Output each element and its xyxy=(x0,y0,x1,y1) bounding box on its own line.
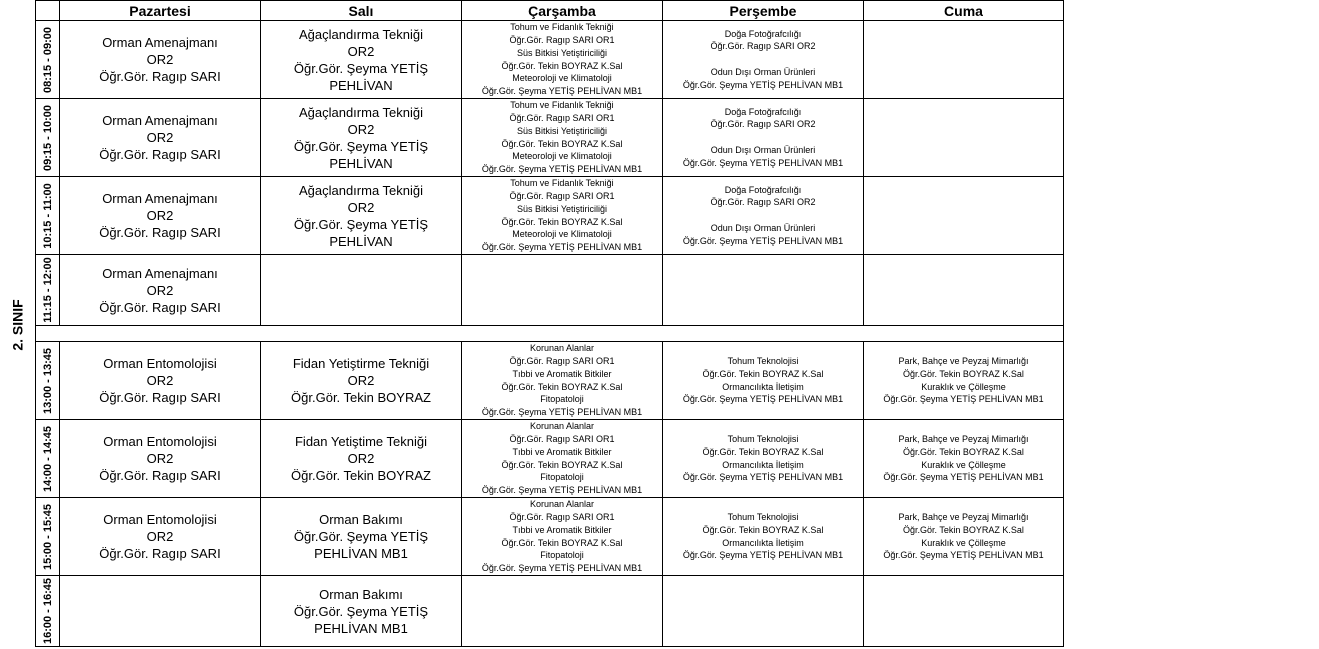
course-line: Kuraklık ve Çölleşme xyxy=(921,537,1006,548)
course-line: Öğr.Gör. Tekin BOYRAZ K.Sal xyxy=(501,537,623,548)
course-cell xyxy=(864,255,1064,326)
course-cell xyxy=(462,576,663,647)
course-line: Park, Bahçe ve Peyzaj Mimarlığı xyxy=(898,355,1029,366)
course-line: Tıbbi ve Aromatik Bitkiler xyxy=(512,368,612,379)
course-line: Öğr.Gör. Ragıp SARI xyxy=(99,69,221,84)
time-slot-row xyxy=(36,576,1064,647)
course-line: Orman Amenajmanı xyxy=(102,113,218,128)
course-line: Korunan Alanlar xyxy=(529,499,595,510)
course-line: Öğr.Gör. Ragıp SARI xyxy=(99,468,221,483)
course-line: OR2 xyxy=(347,121,375,137)
course-line: Öğr.Gör. Ragıp SARI OR2 xyxy=(710,119,816,130)
course-cell xyxy=(261,342,462,420)
course-line: Öğr.Gör. Tekin BOYRAZ xyxy=(291,468,431,483)
course-line: Öğr.Gör. Ragıp SARI OR1 xyxy=(509,355,615,366)
time-slot-label: 16:00 - 16:45 xyxy=(41,577,54,645)
course-line: Öğr.Gör. Ragıp SARI OR1 xyxy=(509,34,615,45)
course-line: Öğr.Gör. Ragıp SARI OR1 xyxy=(509,433,615,444)
course-line: Öğr.Gör. Şeyma YETİŞ PEHLİVAN MB1 xyxy=(883,472,1044,483)
course-line: Orman Amenajmanı xyxy=(102,35,218,50)
course-line: PEHLİVAN MB1 xyxy=(314,620,408,636)
time-slot-label: 08:15 - 09:00 xyxy=(41,26,54,93)
time-slot-label: 10:15 - 11:00 xyxy=(41,182,54,249)
course-line: OR2 xyxy=(146,451,174,466)
time-slot-label: 13:00 - 13:45 xyxy=(41,347,54,414)
course-cell xyxy=(261,21,462,99)
course-line: Öğr.Gör. Tekin BOYRAZ K.Sal xyxy=(903,446,1024,457)
course-line: Ormancılıkta İletişim xyxy=(722,381,804,392)
course-line: Orman Bakımı xyxy=(319,586,403,602)
course-line: Ağaçlandırma Tekniği xyxy=(298,26,424,42)
course-line: Öğr.Gör. Ragıp SARI xyxy=(99,225,221,240)
course-line: OR2 xyxy=(146,529,174,544)
course-line: Orman Bakımı xyxy=(319,512,403,527)
course-line: Orman Amenajmanı xyxy=(102,191,218,206)
course-cell xyxy=(462,21,663,99)
course-line: Korunan Alanlar xyxy=(529,343,595,354)
course-line: Öğr.Gör. Şeyma YETİŞ PEHLİVAN MB1 xyxy=(481,407,643,418)
day-header-wednesday: Çarşamba xyxy=(462,1,663,21)
course-cell xyxy=(261,99,462,177)
course-line: Tohum ve Fidanlık Tekniği xyxy=(510,22,614,33)
course-line: OR2 xyxy=(146,373,174,388)
course-line: Tıbbi ve Aromatik Bitkiler xyxy=(512,446,612,457)
time-slot-row xyxy=(36,342,1064,420)
course-line: Öğr.Gör. Şeyma YETİŞ PEHLİVAN MB1 xyxy=(481,242,643,253)
course-cell xyxy=(261,177,462,255)
lunch-break-cell xyxy=(36,326,1064,342)
course-cell xyxy=(864,99,1064,177)
course-line: Öğr.Gör. Şeyma YETİŞ PEHLİVAN MB1 xyxy=(682,550,844,561)
course-line: Öğr.Gör. Tekin BOYRAZ xyxy=(291,390,431,405)
course-line: Öğr.Gör. Tekin BOYRAZ K.Sal xyxy=(501,60,623,71)
time-slot-cell xyxy=(36,498,60,576)
course-line: Öğr.Gör. Ragıp SARI xyxy=(99,390,221,405)
day-header-friday: Cuma xyxy=(864,1,1064,21)
time-slot-cell xyxy=(36,576,60,647)
time-slot-row xyxy=(36,21,1064,99)
course-line: OR2 xyxy=(347,43,375,59)
course-line: OR2 xyxy=(347,451,375,466)
course-line: Öğr.Gör. Tekin BOYRAZ K.Sal xyxy=(501,459,623,470)
time-slot-label: 09:15 - 10:00 xyxy=(41,104,54,171)
course-line: Ormancılıkta İletişim xyxy=(722,459,804,470)
class-label-text: 2. SINIF xyxy=(9,298,26,351)
course-line: Öğr.Gör. Ragıp SARI xyxy=(99,546,221,561)
course-line: Meteoroloji ve Klimatoloji xyxy=(512,229,612,240)
course-line xyxy=(663,131,863,144)
course-cell xyxy=(60,255,261,326)
course-line: Tıbbi ve Aromatik Bitkiler xyxy=(512,524,612,535)
course-line: Öğr.Gör. Tekin BOYRAZ K.Sal xyxy=(702,368,824,379)
course-line: Öğr.Gör. Şeyma YETİŞ PEHLİVAN MB1 xyxy=(682,472,844,483)
course-line: OR2 xyxy=(146,282,174,298)
course-line: Öğr.Gör. Ragıp SARI xyxy=(99,299,221,315)
course-cell xyxy=(663,21,864,99)
time-slot-row xyxy=(36,255,1064,326)
schedule-table xyxy=(35,0,1064,647)
time-slot-cell xyxy=(36,420,60,498)
course-line: Tohum Teknolojisi xyxy=(727,511,799,522)
course-line: Kuraklık ve Çölleşme xyxy=(921,459,1006,470)
course-cell xyxy=(462,255,663,326)
course-cell xyxy=(261,420,462,498)
course-line: Öğr.Gör. Ragıp SARI OR1 xyxy=(509,190,615,201)
course-line: Öğr.Gör. Şeyma YETİŞ PEHLİVAN MB1 xyxy=(481,86,643,97)
course-cell xyxy=(462,498,663,576)
course-line: Öğr.Gör. Ragıp SARI OR2 xyxy=(710,41,816,52)
course-line: Tohum Teknolojisi xyxy=(727,433,799,444)
course-line: Fitopatoloji xyxy=(540,472,584,483)
course-line: Ağaçlandırma Tekniği xyxy=(298,104,424,120)
course-cell xyxy=(663,420,864,498)
course-line: Odun Dışı Orman Ürünleri xyxy=(710,222,816,233)
lunch-break-row xyxy=(36,326,1064,342)
course-line: Orman Amenajmanı xyxy=(102,265,218,281)
course-cell xyxy=(462,99,663,177)
time-slot-row xyxy=(36,498,1064,576)
course-line: Öğr.Gör. Şeyma YETİŞ PEHLİVAN MB1 xyxy=(481,563,643,574)
course-cell xyxy=(864,177,1064,255)
course-cell xyxy=(864,420,1064,498)
course-cell xyxy=(462,342,663,420)
course-line: Park, Bahçe ve Peyzaj Mimarlığı xyxy=(898,511,1029,522)
course-line: PEHLİVAN xyxy=(329,77,393,93)
course-cell xyxy=(60,342,261,420)
course-line: Odun Dışı Orman Ürünleri xyxy=(710,66,816,77)
time-slot-cell xyxy=(36,99,60,177)
course-line: Orman Entomolojisi xyxy=(103,434,217,449)
time-slot-cell xyxy=(36,21,60,99)
course-cell xyxy=(261,255,462,326)
course-line: Süs Bitkisi Yetiştiriciliği xyxy=(516,125,608,136)
course-line: Öğr.Gör. Tekin BOYRAZ K.Sal xyxy=(903,524,1024,535)
course-line: Süs Bitkisi Yetiştiriciliği xyxy=(516,47,608,58)
course-line: Doğa Fotoğrafcılığı xyxy=(724,28,802,39)
course-line: Öğr.Gör. Tekin BOYRAZ K.Sal xyxy=(702,446,824,457)
course-line: Meteoroloji ve Klimatoloji xyxy=(512,73,612,84)
course-line: Kuraklık ve Çölleşme xyxy=(921,381,1006,392)
course-line: OR2 xyxy=(146,52,174,67)
course-line: Meteoroloji ve Klimatoloji xyxy=(512,151,612,162)
course-cell xyxy=(663,255,864,326)
class-label xyxy=(0,0,35,649)
course-line: Doğa Fotoğrafcılığı xyxy=(724,106,802,117)
course-line: Orman Entomolojisi xyxy=(103,512,217,527)
course-line: Süs Bitkisi Yetiştiriciliği xyxy=(516,203,608,214)
course-line: PEHLİVAN MB1 xyxy=(314,546,408,561)
course-line: Fidan Yetiştirme Tekniği xyxy=(292,356,430,371)
course-line: Öğr.Gör. Şeyma YETİŞ PEHLİVAN MB1 xyxy=(682,157,844,168)
course-line: Öğr.Gör. Ragıp SARI OR1 xyxy=(509,511,615,522)
day-header-thursday: Perşembe xyxy=(663,1,864,21)
corner-cell xyxy=(36,1,60,21)
course-line: Öğr.Gör. Şeyma YETİŞ xyxy=(293,216,429,232)
day-header-tuesday: Salı xyxy=(261,1,462,21)
course-line: Öğr.Gör. Tekin BOYRAZ K.Sal xyxy=(702,524,824,535)
course-cell xyxy=(60,177,261,255)
course-line: Odun Dışı Orman Ürünleri xyxy=(710,144,816,155)
course-cell xyxy=(462,420,663,498)
course-cell xyxy=(864,21,1064,99)
course-line: Öğr.Gör. Ragıp SARI OR1 xyxy=(509,112,615,123)
time-slot-cell xyxy=(36,177,60,255)
course-cell xyxy=(60,21,261,99)
course-line: Öğr.Gör. Şeyma YETİŞ PEHLİVAN MB1 xyxy=(481,485,643,496)
course-line: OR2 xyxy=(347,199,375,215)
time-slot-cell xyxy=(36,342,60,420)
course-cell xyxy=(864,342,1064,420)
course-line: Fidan Yetiştime Tekniği xyxy=(294,434,427,449)
course-line: Öğr.Gör. Şeyma YETİŞ xyxy=(293,138,429,154)
course-line: Fitopatoloji xyxy=(540,394,584,405)
course-cell xyxy=(663,498,864,576)
course-line: Tohum ve Fidanlık Tekniği xyxy=(510,100,614,111)
course-line: PEHLİVAN xyxy=(329,155,393,171)
course-cell xyxy=(60,99,261,177)
course-cell xyxy=(663,576,864,647)
course-cell xyxy=(60,576,261,647)
course-line: Öğr.Gör. Tekin BOYRAZ K.Sal xyxy=(501,381,623,392)
course-line: Tohum ve Fidanlık Tekniği xyxy=(510,178,614,189)
course-cell xyxy=(261,498,462,576)
course-line: Öğr.Gör. Tekin BOYRAZ K.Sal xyxy=(903,368,1024,379)
time-slot-label: 15:00 - 15:45 xyxy=(41,503,54,570)
time-slot-label: 11:15 - 12:00 xyxy=(41,257,54,323)
header-row xyxy=(36,1,1064,21)
course-cell xyxy=(663,99,864,177)
course-line: OR2 xyxy=(146,208,174,223)
course-line: Öğr.Gör. Ragıp SARI xyxy=(99,147,221,162)
time-slot-label: 14:00 - 14:45 xyxy=(41,425,54,492)
course-line: Öğr.Gör. Ragıp SARI OR2 xyxy=(710,197,816,208)
time-slot-row xyxy=(36,177,1064,255)
course-cell xyxy=(663,177,864,255)
course-cell xyxy=(60,498,261,576)
course-cell xyxy=(261,576,462,647)
course-line: Tohum Teknolojisi xyxy=(727,355,799,366)
course-line xyxy=(663,209,863,222)
course-line: Öğr.Gör. Tekin BOYRAZ K.Sal xyxy=(501,138,623,149)
course-line: Öğr.Gör. Şeyma YETİŞ xyxy=(293,529,429,544)
course-line: Korunan Alanlar xyxy=(529,421,595,432)
course-line: OR2 xyxy=(146,130,174,145)
course-line: Öğr.Gör. Şeyma YETİŞ PEHLİVAN MB1 xyxy=(481,164,643,175)
course-line: Öğr.Gör. Şeyma YETİŞ PEHLİVAN MB1 xyxy=(883,550,1044,561)
course-line xyxy=(663,53,863,66)
course-line: Park, Bahçe ve Peyzaj Mimarlığı xyxy=(898,433,1029,444)
time-slot-cell xyxy=(36,255,60,326)
day-header-monday: Pazartesi xyxy=(60,1,261,21)
time-slot-row xyxy=(36,99,1064,177)
course-line: Öğr.Gör. Şeyma YETİŞ PEHLİVAN MB1 xyxy=(682,394,844,405)
course-line: Öğr.Gör. Şeyma YETİŞ xyxy=(293,603,429,619)
course-line: Fitopatoloji xyxy=(540,550,584,561)
course-line: Öğr.Gör. Şeyma YETİŞ xyxy=(293,60,429,76)
course-line: PEHLİVAN xyxy=(329,233,393,249)
course-line: Öğr.Gör. Şeyma YETİŞ PEHLİVAN MB1 xyxy=(682,235,844,246)
course-cell xyxy=(462,177,663,255)
course-cell xyxy=(864,576,1064,647)
time-slot-row xyxy=(36,420,1064,498)
course-cell xyxy=(663,342,864,420)
course-line: Ağaçlandırma Tekniği xyxy=(298,182,424,198)
course-cell xyxy=(864,498,1064,576)
course-line: Öğr.Gör. Tekin BOYRAZ K.Sal xyxy=(501,216,623,227)
course-line: Orman Entomolojisi xyxy=(103,356,217,371)
course-line: OR2 xyxy=(347,373,375,388)
course-line: Öğr.Gör. Şeyma YETİŞ PEHLİVAN MB1 xyxy=(682,79,844,90)
course-cell xyxy=(60,420,261,498)
course-line: Doğa Fotoğrafcılığı xyxy=(724,184,802,195)
course-line: Ormancılıkta İletişim xyxy=(722,537,804,548)
course-line: Öğr.Gör. Şeyma YETİŞ PEHLİVAN MB1 xyxy=(883,394,1044,405)
